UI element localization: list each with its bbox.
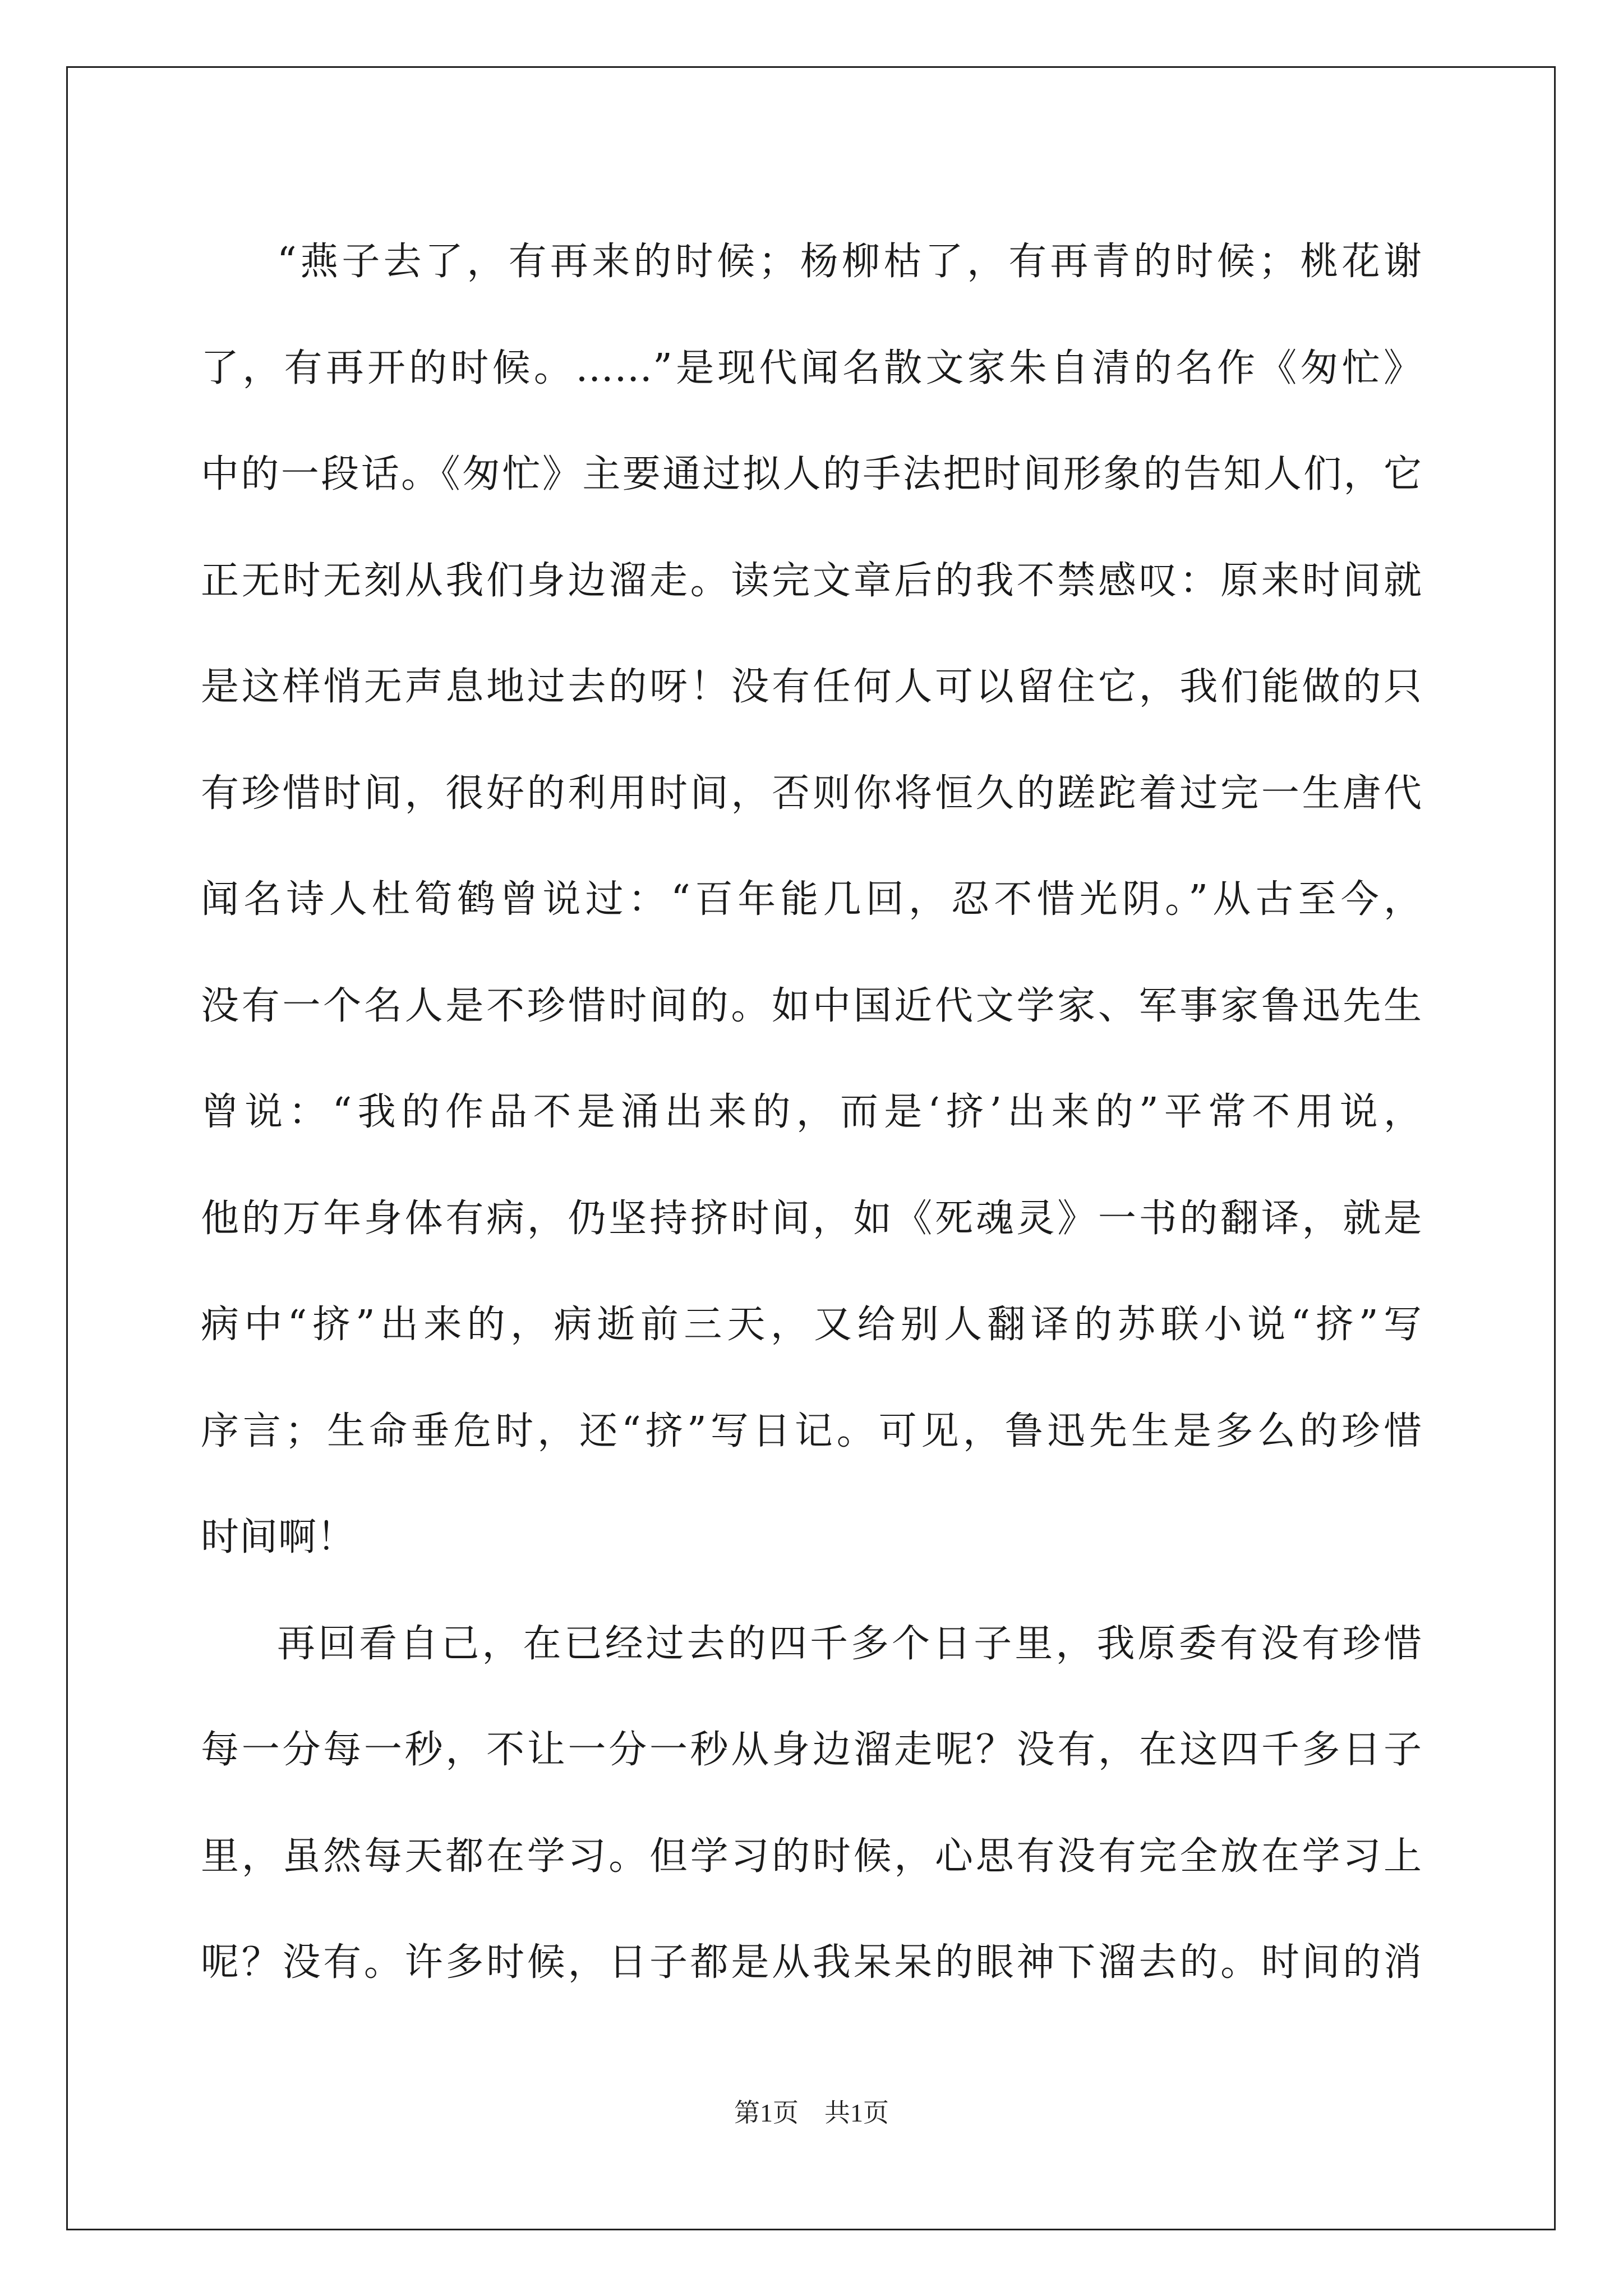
text-line: 再回看自己，在已经过去的四千多个日子里，我原委有没有珍惜	[277, 1621, 1422, 1666]
text-line: 序言；生命垂危时，还“挤”写日记。可见，鲁迅先生是多么的珍惜	[201, 1409, 1422, 1453]
text-line: 正无时无刻从我们身边溜走。读完文章后的我不禁感叹：原来时间就	[201, 558, 1422, 603]
text-line: “燕子去了，有再来的时候；杨柳枯了，有再青的时候；桃花谢	[277, 240, 1422, 284]
text-line: 时间啊！	[201, 1515, 356, 1559]
text-line: 曾说：“我的作品不是涌出来的，而是‘挤’出来的”平常不用说，	[201, 1090, 1422, 1134]
text-line: 病中“挤”出来的，病逝前三天，又给别人翻译的苏联小说“挤”写	[201, 1303, 1422, 1347]
text-line: 中的一段话。《匆忙》主要通过拟人的手法把时间形象的告知人们，它	[201, 452, 1422, 496]
text-line: 呢？没有。许多时候，日子都是从我呆呆的眼神下溜去的。时间的消	[201, 1940, 1422, 1985]
text-line: 里，虽然每天都在学习。但学习的时候，心思有没有完全放在学习上	[201, 1834, 1422, 1879]
paragraph-2	[201, 1591, 1422, 2016]
text-line: 是这样悄无声息地过去的呀！没有任何人可以留住它，我们能做的只	[201, 665, 1422, 709]
document-body	[201, 209, 1422, 2016]
text-line: 没有一个名人是不珍惜时间的。如中国近代文学家、军事家鲁迅先生	[201, 983, 1422, 1028]
text-line: 闻名诗人杜筍鹤曾说过：“百年能几回，忍不惜光阴。”从古至今，	[201, 877, 1422, 922]
page-number-footer: 第1页 共1页	[734, 2099, 889, 2127]
text-line: 他的万年身体有病，仍坚持挤时间，如《死魂灵》一书的翻译，就是	[201, 1196, 1422, 1241]
paragraph-1	[201, 209, 1422, 1591]
text-line: 有珍惜时间，很好的利用时间，否则你将恒久的蹉跎着过完一生唐代	[201, 771, 1422, 816]
text-line: 每一分每一秒，不让一分一秒从身边溜走呢？没有，在这四千多日子	[201, 1728, 1422, 1772]
text-line: 了，有再开的时候。……”是现代闻名散文家朱自清的名作《匆忙》	[201, 346, 1422, 390]
